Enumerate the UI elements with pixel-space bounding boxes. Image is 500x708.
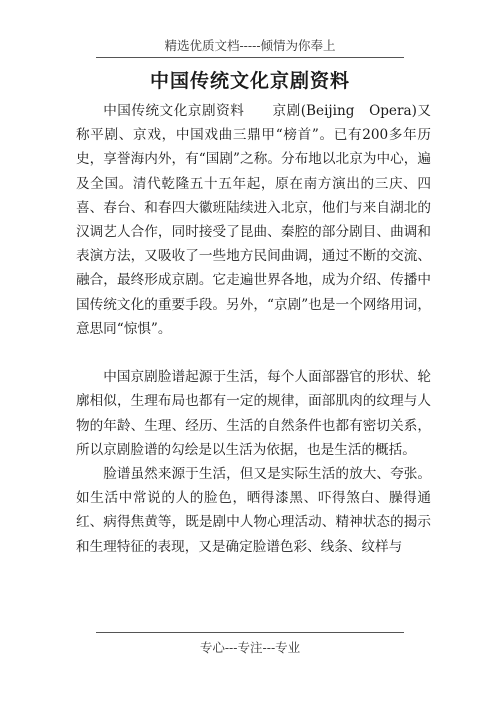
document-body	[76, 99, 431, 559]
paragraph-3: 脸谱虽然来源于生活，但又是实际生活的放大、夸张。如生活中常说的人的脸色，晒得漆黑、吓得煞白、臊得通红、病得焦黄等，既是剧中人物心理活动、精神状态的揭示和生理特征的表现，又是确定脸谱色彩、线条、纹样与	[76, 466, 431, 555]
paragraph-2: 中国京剧脸谱起源于生活，每个人面部器官的形状、轮廓相似，生理布局也都有一定的规律，面部肌肉的纹理与人物的年龄、生理、经历、生活的自然条件也都有密切关系，所以京剧脸谱的勾绘是以生活为依据，也是生活的概括。	[76, 369, 431, 458]
document-title: 中国传统文化京剧资料	[149, 70, 350, 92]
footer-divider	[96, 632, 404, 633]
page-footer: 专心---专注---专业	[199, 640, 301, 655]
paragraph-1: 中国传统文化京剧资料 京剧(Beijing Opera)又称平剧、京戏，中国戏曲三鼎甲“榜首”。已有200多年历史，享誉海内外，有“国剧”之称。分布地以北京为中心，遍及全国。清代乾隆五十五年起，原在南方演出的三庆、四喜、春台、和春四大徽班陆续进入北京，他们与来自湖北的汉调艺人合作，同时接受了昆曲、秦腔的部分剧目、曲调和表演方法，又吸收了一些地方民间曲调，通过不断的交流、融合，最终形成京剧。它走遍世界各地，成为介绍、传播中国传统文化的重要手段。另外，“京剧”也是一个网络用词，意思同“惊惧”。	[76, 103, 431, 337]
header-divider	[96, 57, 404, 58]
page-header: 精选优质文档-----倾情为你奉上	[164, 38, 336, 53]
